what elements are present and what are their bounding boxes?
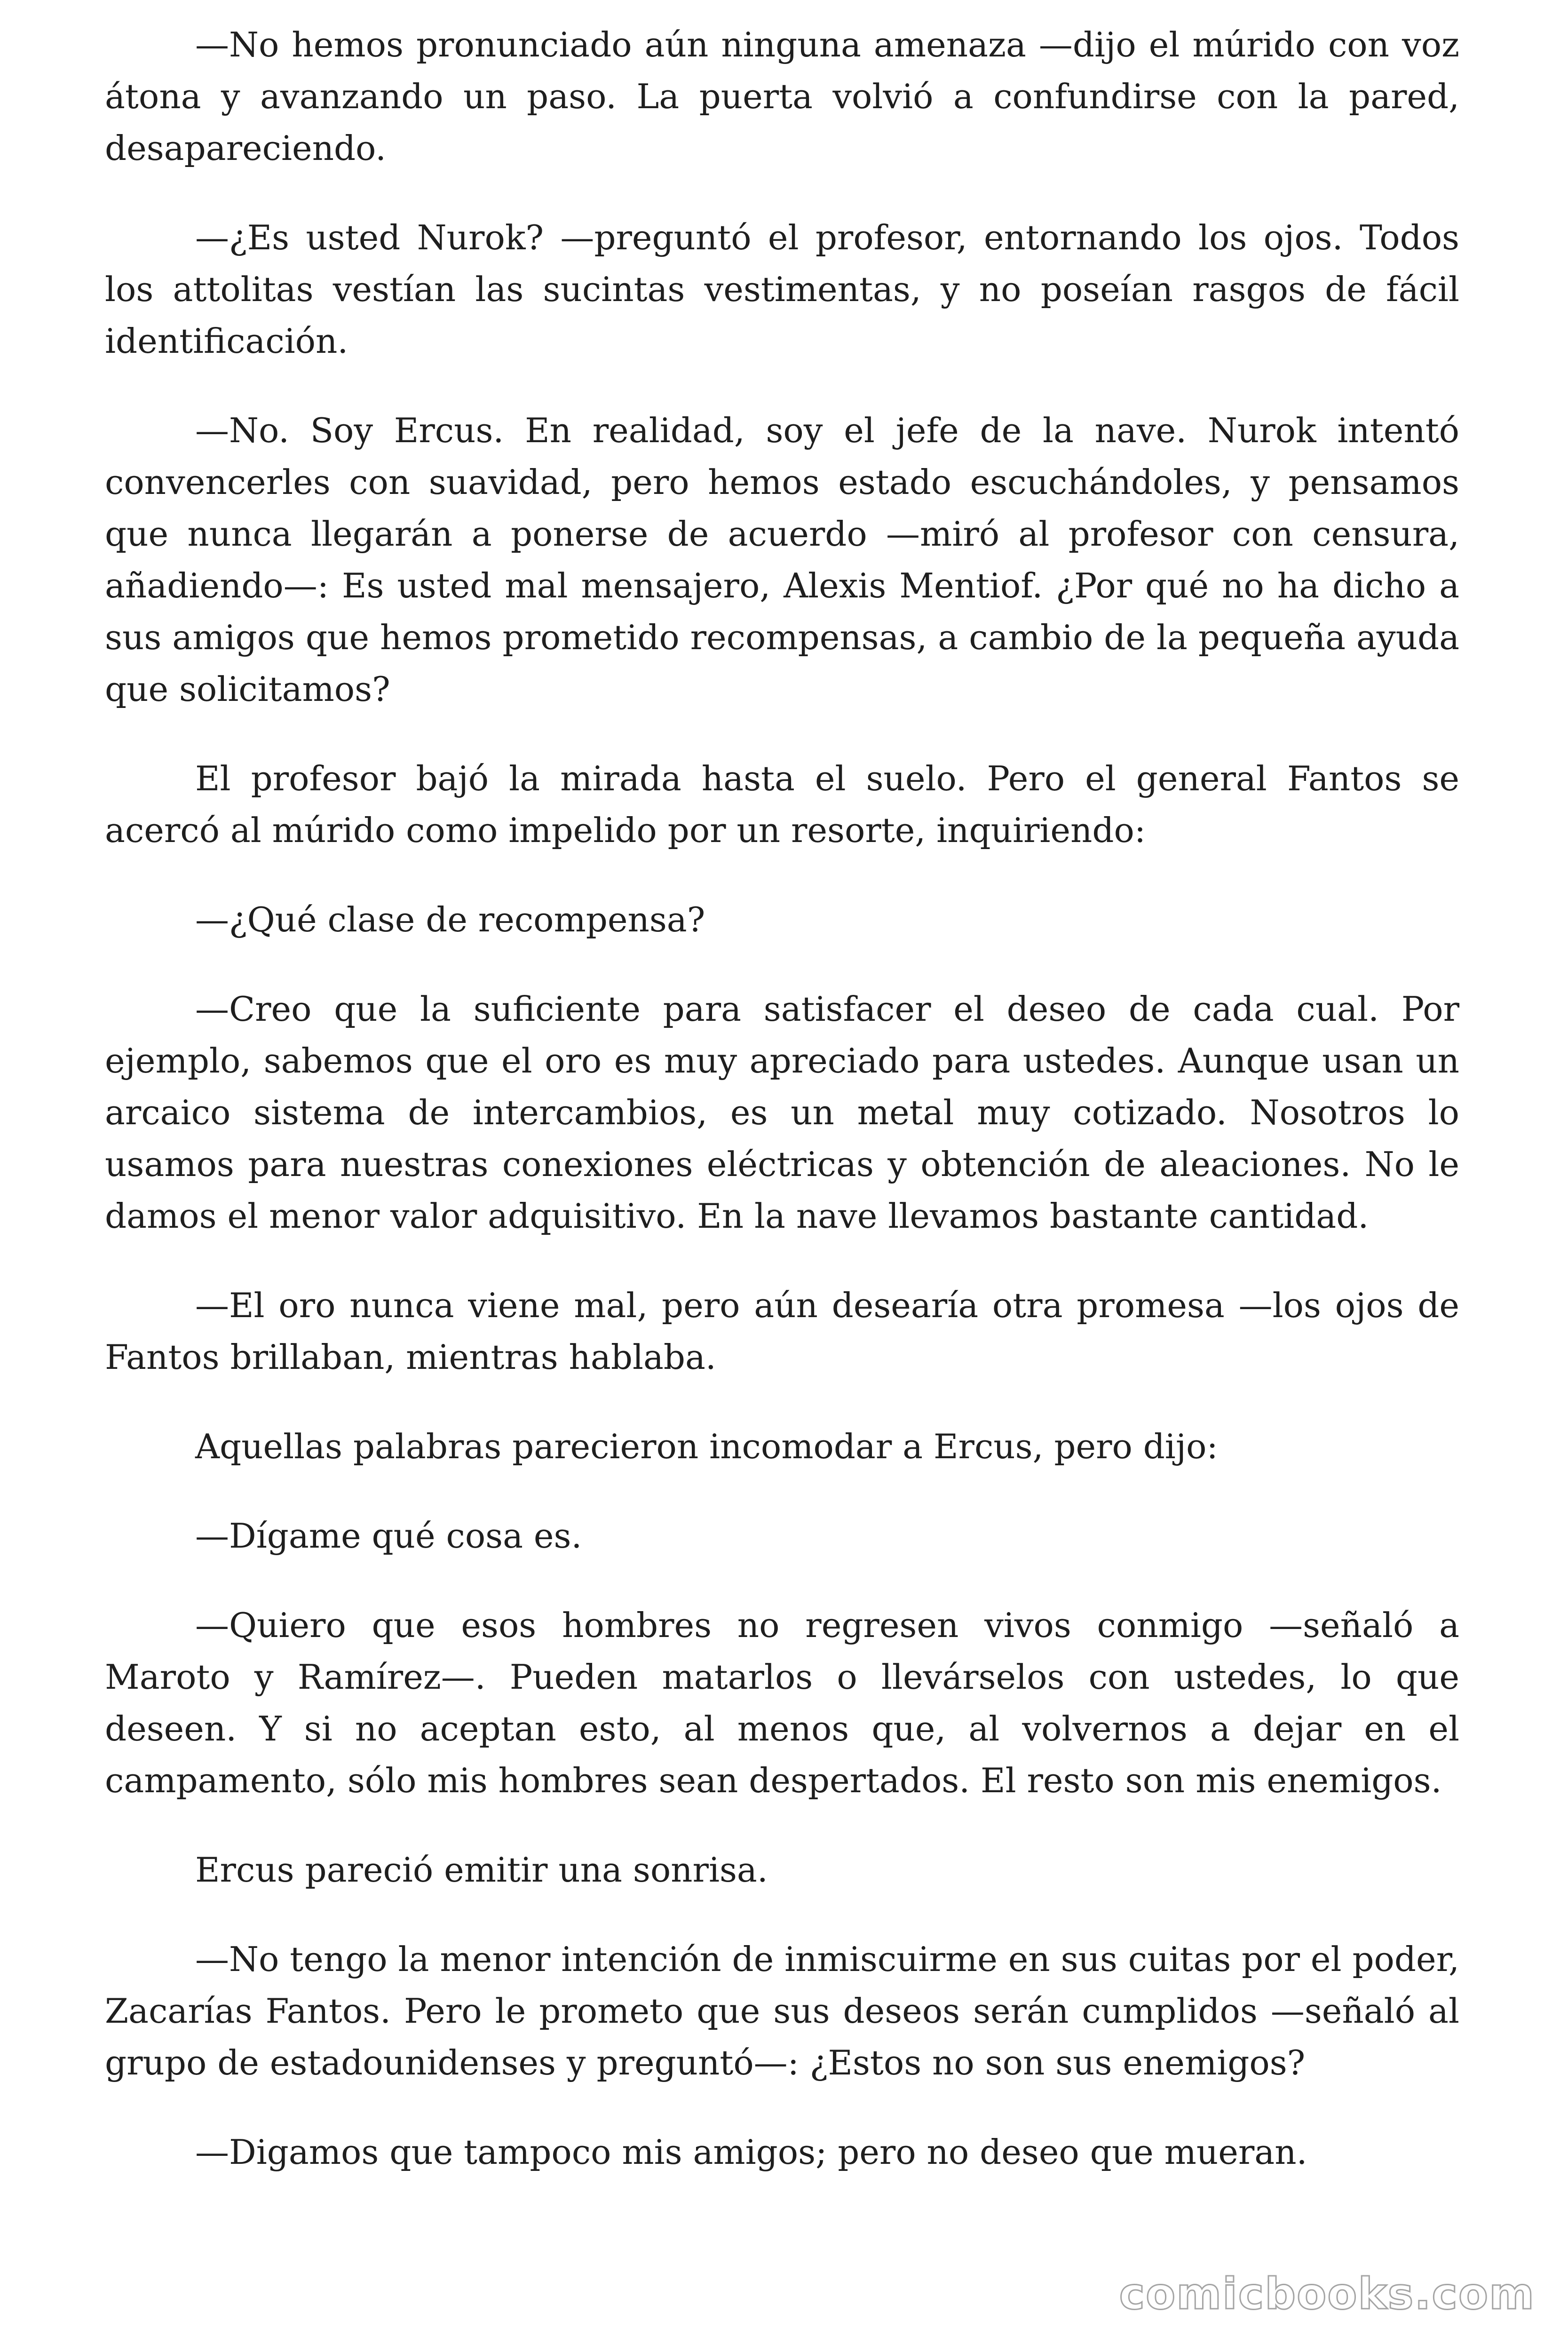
page-text [105, 19, 1459, 2216]
paragraph: El profesor bajó la mirada hasta el suelo. Pero el general Fantos se acercó al múrido como impelido por un resorte, inquiriendo: [105, 759, 1459, 850]
paragraph: —No hemos pronunciado aún ninguna amenaza —dijo el múrido con voz átona y avanzando un paso. La puerta volvió a confundirse con la pared, desapareciendo. [105, 25, 1459, 168]
paragraph: —Quiero que esos hombres no regresen vivos conmigo —señaló a Maroto y Ramírez—. Pueden matarlos o llevárselos con ustedes, lo que deseen. Y si no aceptan esto, al menos que, al volvernos a dejar en el campamento, sólo mis hombres sean despertados. El resto son mis enemigos. [105, 1605, 1459, 1800]
paragraph: —No. Soy Ercus. En realidad, soy el jefe de la nave. Nurok intentó convencerles con suavidad, pero hemos estado escuchándoles, y pensamos que nunca llegarán a ponerse de acuerdo —miró al profesor con censura, añadiendo—: Es usted mal mensajero, Alexis Mentiof. ¿Por qué no ha dicho a sus amigos que hemos prometido recompensas, a cambio de la pequeña ayuda que solicitamos? [105, 411, 1459, 709]
paragraph: —Creo que la suficiente para satisfacer el deseo de cada cual. Por ejemplo, sabemos que el oro es muy apreciado para ustedes. Aunque usan un arcaico sistema de intercambios, es un metal muy cotizado. Nosotros lo usamos para nuestras conexiones eléctricas y obtención de aleaciones. No le damos el menor valor adquisitivo. En la nave llevamos bastante cantidad. [105, 989, 1459, 1236]
paragraph: —Dígame qué cosa es. [195, 1516, 582, 1556]
paragraph: Aquellas palabras parecieron incomodar a Ercus, pero dijo: [195, 1427, 1218, 1466]
paragraph: —¿Es usted Nurok? —preguntó el profesor, entornando los ojos. Todos los attolitas vestían las sucintas vestimentas, y no poseían rasgos de fácil identificación. [105, 218, 1459, 361]
paragraph: Ercus pareció emitir una sonrisa. [195, 1850, 768, 1890]
paragraph: —El oro nunca viene mal, pero aún desearía otra promesa —los ojos de Fantos brillaban, mientras hablaba. [105, 1286, 1459, 1377]
paragraph: —¿Qué clase de recompensa? [195, 900, 705, 939]
paragraph: —Digamos que tampoco mis amigos; pero no deseo que mueran. [195, 2132, 1307, 2172]
paragraph: —No tengo la menor intención de inmiscuirme en sus cuitas por el poder, Zacarías Fantos. Pero le prometo que sus deseos serán cumplidos —señaló al grupo de estadounidenses y preguntó—: ¿Estos no son sus enemigos? [105, 1939, 1459, 2082]
watermark: comicbooks.com [1119, 2269, 1535, 2319]
